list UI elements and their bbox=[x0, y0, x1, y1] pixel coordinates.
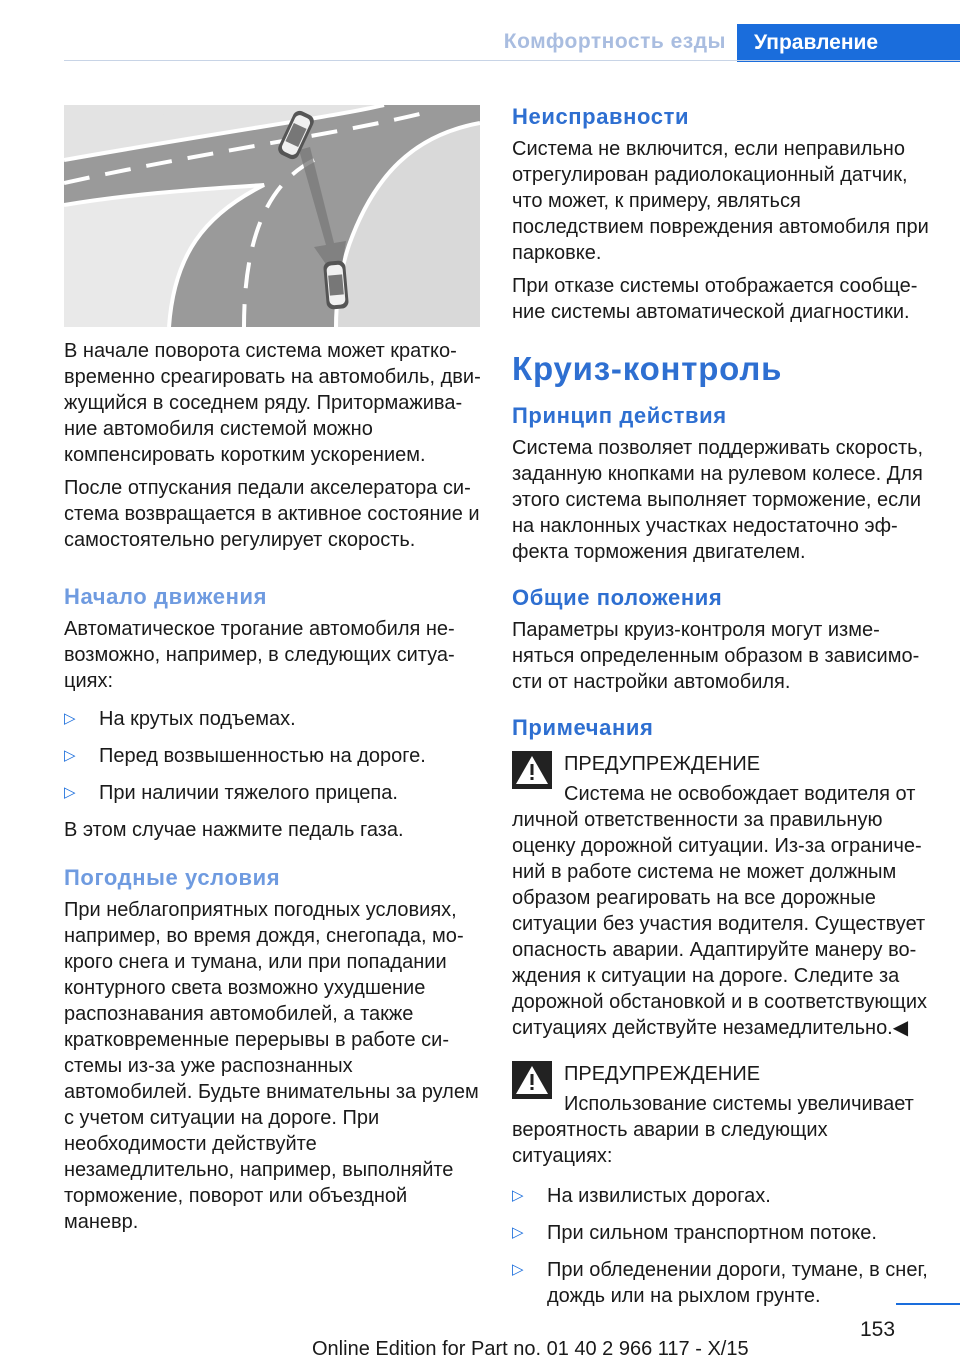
list-item: ▷ На крутых подъемах. bbox=[64, 708, 296, 730]
triangle-bullet-icon: ▷ bbox=[512, 1224, 524, 1241]
triangle-bullet-icon: ▷ bbox=[64, 747, 76, 764]
paragraph: При отказе системы отображается сообщение системы автоматической диагностики. bbox=[512, 275, 918, 323]
right-column bbox=[512, 104, 930, 1320]
paragraph: Автоматическое трогание автомобиля невозможно, например, в следующих ситуациях: bbox=[64, 618, 455, 692]
warning-triangle-icon bbox=[512, 1061, 552, 1099]
triangle-bullet-icon: ▷ bbox=[64, 710, 76, 727]
lane-change-illustration bbox=[64, 105, 480, 327]
section-heading-notes: Примечания bbox=[512, 715, 654, 740]
list-item: ▷ При обледенении дороги, тумане, в снег, дождь или на рыхлом грунте. bbox=[512, 1259, 928, 1307]
paragraph: Система позволяет поддерживать скорость, заданную кнопками на рулевом колесе. Для этого система выполняет торможение, если на наклонных участках недостаточно эффекта торможения двигателем. bbox=[512, 437, 924, 563]
footer-accent-rule bbox=[896, 1303, 960, 1305]
warning-text: Использование системы увеличивает вероятность аварии в следующих ситуациях: bbox=[512, 1093, 914, 1167]
list-item: ▷ На извилистых дорогах. bbox=[512, 1185, 771, 1207]
warning-triangle-icon bbox=[512, 751, 552, 789]
page-number: 153 bbox=[860, 1318, 896, 1341]
left-column bbox=[64, 338, 482, 1242]
header-chapter-tab: Управление bbox=[737, 24, 960, 62]
triangle-bullet-icon: ▷ bbox=[64, 784, 76, 801]
warning-block bbox=[512, 751, 930, 1041]
edition-note: Online Edition for Part no. 01 40 2 966 117 - X/15 bbox=[312, 1338, 749, 1360]
paragraph: Параметры круиз-контроля могут изменяться определенным образом в зависимости от настройки автомобиля. bbox=[512, 619, 920, 693]
list-item: ▷ При наличии тяжелого прицепа. bbox=[64, 782, 398, 804]
paragraph: Система не включится, если неправильно отрегулирован радиолокационный датчик, что может, к примеру, являться последствием повреждения автомобиля при парковке. bbox=[512, 138, 929, 264]
section-heading-faults: Неисправности bbox=[512, 104, 690, 129]
paragraph: После отпускания педали акселератора система возвращается в активное состояние и самостоятельно регулирует скорость. bbox=[64, 477, 480, 551]
warning-block bbox=[512, 1061, 930, 1309]
warning-title: ПРЕДУПРЕЖДЕНИЕ bbox=[564, 753, 761, 775]
start-list bbox=[64, 706, 482, 806]
section-heading-start: Начало движения bbox=[64, 584, 268, 609]
paragraph: В этом случае нажмите педаль газа. bbox=[64, 819, 404, 841]
paragraph: При неблагоприятных погодных условиях, например, во время дождя, снегопада, мокрого снега и тумана, или при попадании контурного света возможно ухудшение распознавания автомобилей, а также кратковременные перерывы в работе системы из-за уже распознанных автомобилей. Будьте внимательны за рулем с учетом ситуации на дороге. При необходимости действуйте незамедлительно, например, выполняйте торможение, поворот или объездной маневр. bbox=[64, 899, 479, 1233]
triangle-bullet-icon: ▷ bbox=[512, 1261, 524, 1278]
warning-text: Система не освобождает водителя от личной ответственности за правильную оценку дорожной ситуации. Из-за ограничений в работе система не может должным образом реагировать на все дорожные ситуации без участия водителя. Существует опасность аварии. Адаптируйте манеру вождения к ситуации на дороге. Следите за дорожной обстановкой и в соответствующих ситуациях действуйте незамедлительно.◀ bbox=[512, 783, 927, 1039]
section-heading-general: Общие положения bbox=[512, 585, 723, 610]
chapter-title-cruise-control: Круиз-контроль bbox=[512, 350, 783, 387]
header-divider bbox=[64, 60, 960, 61]
warning-title: ПРЕДУПРЕЖДЕНИЕ bbox=[564, 1063, 761, 1085]
list-item: ▷ При сильном транспортном потоке. bbox=[512, 1222, 877, 1244]
triangle-bullet-icon: ▷ bbox=[512, 1187, 524, 1204]
paragraph: В начале поворота система может кратковременно среагировать на автомобиль, движущийся в соседнем ряду. Притормаживание автомобиля системой можно компенсировать коротким ускорением. bbox=[64, 340, 481, 466]
header-section-title: Комфортность езды bbox=[503, 30, 726, 53]
list-item: ▷ Перед возвышенностью на дороге. bbox=[64, 745, 426, 767]
section-heading-principle: Принцип действия bbox=[512, 403, 727, 428]
section-heading-weather: Погодные условия bbox=[64, 865, 281, 890]
warning-list bbox=[512, 1183, 930, 1309]
